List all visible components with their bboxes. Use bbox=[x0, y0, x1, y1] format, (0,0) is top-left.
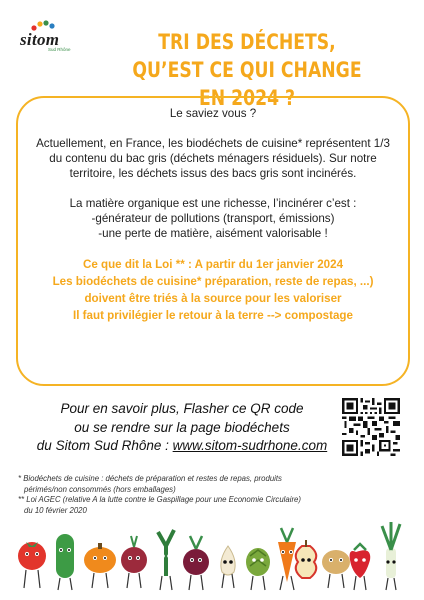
box-paragraph-2-item-1: -générateur de pollutions (transport, émissions) bbox=[91, 212, 335, 225]
logo-subtitle: Sud Rhône bbox=[48, 47, 71, 52]
cucumber-icon bbox=[56, 534, 74, 590]
qr-code-icon[interactable] bbox=[342, 398, 400, 456]
more-info-prefix: du Sitom Sud Rhône : bbox=[36, 438, 173, 453]
law-line-4: Il faut privilégier le retour à la terre --> compostage bbox=[73, 309, 353, 322]
more-info bbox=[30, 400, 334, 456]
box-heading: Le saviez vous ? bbox=[169, 107, 257, 120]
title-line-2: QU’EST CE QUI CHANGE EN 2024 ? bbox=[132, 58, 362, 110]
vegetable-characters bbox=[0, 516, 424, 600]
artichoke-icon bbox=[246, 548, 270, 590]
more-info-line-2: ou se rendre sur la page biodéchets bbox=[74, 419, 290, 435]
law-line-3: doivent être triés à la source pour les valoriser bbox=[84, 292, 342, 305]
footnote-1-cont: périmés/non consommés (hors emballages) bbox=[24, 484, 176, 494]
box-paragraph-2-item-2: -une perte de matière, aisément valorisable ! bbox=[98, 227, 328, 240]
pumpkin-icon bbox=[84, 543, 116, 588]
leek-icon bbox=[158, 530, 174, 590]
box-paragraph-2-intro: La matière organique est une richesse, l’incinérer c’est : bbox=[69, 197, 357, 210]
strawberry-icon bbox=[350, 544, 371, 590]
box-paragraph-1: Actuellement, en France, les biodéchets de cuisine* représentent 1/3 du contenu du bac gris (déchets ménagers résiduels). Sur notre territoire, les déchets issus des bacs gris sont incinérés. bbox=[36, 137, 390, 180]
more-info-line-1: Pour en savoir plus, Flasher ce QR code bbox=[60, 401, 304, 416]
potato-icon bbox=[322, 550, 350, 588]
leek-icon bbox=[382, 522, 400, 590]
onion-icon bbox=[121, 536, 147, 588]
carrot-icon bbox=[278, 528, 296, 590]
sitom-logo bbox=[18, 20, 88, 54]
logo-word: sitom bbox=[20, 30, 60, 49]
title-line-1: TRI DES DÉCHETS, bbox=[158, 30, 336, 54]
info-box bbox=[16, 96, 410, 386]
more-info-line-3 bbox=[30, 437, 334, 456]
law-line-2: Les biodéchets de cuisine* préparation, reste de repas, ...) bbox=[52, 275, 374, 288]
tomato-icon bbox=[18, 542, 46, 588]
law-line-1: Ce que dit la Loi ** : A partir du 1er janvier 2024 bbox=[82, 258, 344, 271]
footnote-2-cont: du 10 février 2020 bbox=[24, 505, 87, 515]
garlic-icon bbox=[221, 546, 235, 588]
website-link[interactable]: www.sitom-sudrhone.com bbox=[172, 438, 328, 453]
footnote-1: * Biodéchets de cuisine : déchets de préparation et restes de repas, produits bbox=[18, 474, 282, 483]
footnote-2: ** Loi AGEC (relative A la lutte contre le Gaspillage pour une Economie Circulaire) bbox=[18, 495, 301, 504]
beetroot-icon bbox=[183, 536, 209, 590]
apple-core-icon bbox=[296, 540, 317, 578]
footnotes bbox=[18, 474, 410, 516]
